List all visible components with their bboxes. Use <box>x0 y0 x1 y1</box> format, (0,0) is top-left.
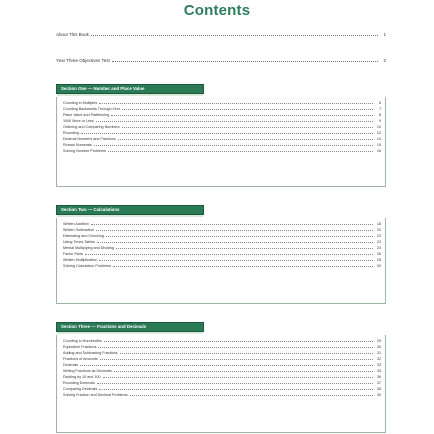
toc-entry-label: Year Three Objectives Test <box>56 58 110 63</box>
toc-entry-page: 30 <box>376 264 381 268</box>
toc-entry-page: 32 <box>376 357 381 361</box>
toc-entry-label: Solving Number Problems <box>63 149 106 153</box>
toc-entry-page: 12 <box>376 131 381 135</box>
toc-entry-page: 20 <box>376 228 381 232</box>
toc-entry-page: 8 <box>378 113 381 117</box>
toc-entry-label: Estimating and Checking <box>63 234 104 238</box>
toc-entry-label: Counting in Multiples <box>63 101 98 105</box>
toc-entry-page: 29 <box>376 339 381 343</box>
section-title: Section Two — Calculations <box>61 207 120 213</box>
toc-entry-label: Fractions of Amounts <box>63 357 98 361</box>
toc-entry-label: Ordering and Comparing Numbers <box>63 125 120 129</box>
toc-entry-label: Counting Backwards Through Zero <box>63 107 121 111</box>
toc-entry-page: 9 <box>378 119 381 123</box>
leader-dots <box>91 35 378 36</box>
toc-entry-label: 1000 More or Less <box>63 119 94 123</box>
section-header[interactable] <box>56 322 204 332</box>
toc-entry-label: Place Value and Partitioning <box>63 113 110 117</box>
toc-entry-page: 40 <box>376 393 381 397</box>
toc-entry-page: 6 <box>378 101 381 105</box>
toc-entry-page: 24 <box>376 246 381 250</box>
header-underline <box>57 332 203 334</box>
toc-entry-label: Rounding Decimals <box>63 381 95 385</box>
toc-entry-page: 31 <box>376 351 381 355</box>
toc-entry-page: 14 <box>376 137 381 141</box>
toc-entry[interactable] <box>63 262 381 268</box>
toc-entry-page: 28 <box>376 258 381 262</box>
toc-entry-label: Roman Numerals <box>63 143 92 147</box>
toc-entry-page: 10 <box>376 125 381 129</box>
toc-entry-label: Comparing Decimals <box>63 387 98 391</box>
toc-entry-label: Written Subtraction <box>63 228 95 232</box>
toc-entry[interactable] <box>63 147 381 153</box>
toc-entry-label: Equivalent Fractions <box>63 345 97 349</box>
section-list <box>56 97 386 187</box>
toc-entry-page: 26 <box>376 252 381 256</box>
toc-entry-label: Rounding <box>63 131 79 135</box>
toc-entry-page: 30 <box>376 345 381 349</box>
section-title: Section Three — Fractions and Decimals <box>61 324 147 330</box>
toc-entry-label: Dividing by 10 and 100 <box>63 375 101 379</box>
toc-entry-label: About This Book <box>56 32 89 37</box>
toc-entry-label: Decimal Numbers and Fractions <box>63 137 116 141</box>
toc-entry-label: Written Addition <box>63 222 89 226</box>
section-header[interactable] <box>56 84 204 94</box>
toc-entry-label: Using Times Tables <box>63 240 95 244</box>
leader-dots <box>130 395 373 396</box>
leader-dots <box>112 61 378 62</box>
toc-entry-page: 7 <box>378 107 381 111</box>
toc-entry-label: Factor Pairs <box>63 252 83 256</box>
toc-entry-label: Adding and Subtracting Fractions <box>63 351 118 355</box>
toc-entry-objectives-test[interactable] <box>56 55 386 63</box>
toc-entry-page: 15 <box>376 143 381 147</box>
leader-dots <box>108 151 373 152</box>
toc-entry-about[interactable] <box>56 29 386 37</box>
toc-entry-page: 37 <box>376 381 381 385</box>
toc-entry-label: Counting in Hundredths <box>63 339 102 343</box>
toc-entry-page: 22 <box>376 234 381 238</box>
toc-entry-label: Written Multiplication <box>63 258 97 262</box>
page-title: Contents <box>183 2 251 19</box>
leader-dots <box>113 266 373 267</box>
toc-entry-page: 16 <box>376 149 381 153</box>
toc-entry[interactable] <box>63 391 381 397</box>
toc-entry-label: Solving Fraction and Decimal Problems <box>63 393 128 397</box>
section-header[interactable] <box>56 205 204 215</box>
toc-entry-page: 23 <box>376 240 381 244</box>
section-title: Section One — Number and Place Value <box>61 86 145 92</box>
toc-entry-page: 18 <box>376 222 381 226</box>
section-list <box>56 218 386 304</box>
toc-entry-label: Solving Calculation Problems <box>63 264 111 268</box>
toc-entry-page: 36 <box>376 375 381 379</box>
toc-entry-label: Decimals <box>63 363 79 367</box>
toc-entry-page: 1 <box>383 32 386 37</box>
header-underline <box>57 215 203 217</box>
header-underline <box>57 94 203 96</box>
toc-entry-page: 34 <box>376 369 381 373</box>
toc-entry-label: Writing Fractions as Decimals <box>63 369 112 373</box>
section-list <box>56 335 386 433</box>
toc-entry-page: 2 <box>383 58 386 63</box>
toc-entry-page: 38 <box>376 387 381 391</box>
toc-entry-page: 33 <box>376 363 381 367</box>
toc-entry-label: Mental Multiplying and Dividing <box>63 246 114 250</box>
